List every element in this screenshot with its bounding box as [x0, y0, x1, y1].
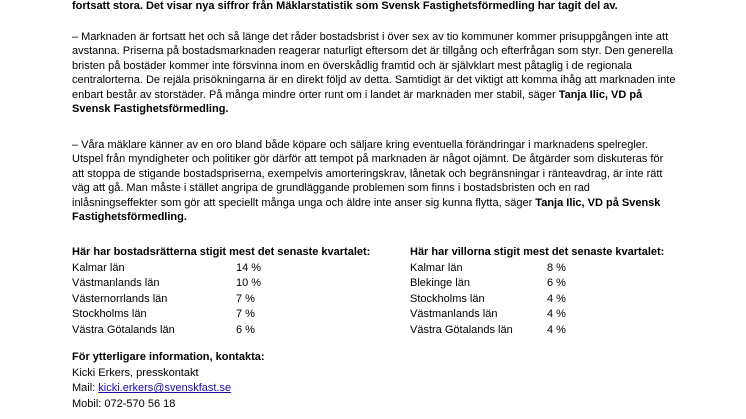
villor-table: [410, 245, 670, 339]
region-name: Västra Götalands län: [410, 323, 513, 336]
villor-heading: Här har villorna stigit mest det senaste kvartalet:: [410, 246, 665, 258]
email-link[interactable]: kicki.erkers@svenskfast.se: [98, 382, 232, 395]
region-name: Kalmar län: [72, 261, 125, 274]
contact-mail-line: [72, 381, 265, 397]
table-row: [410, 261, 670, 277]
region-name: Västmanlands län: [72, 277, 160, 290]
region-value: 14 %: [236, 261, 262, 274]
table-row: [410, 292, 670, 308]
region-name: Västra Götalands län: [72, 323, 175, 336]
table-row: [72, 261, 392, 277]
bostadsratter-heading: Här har bostadsrätterna stigit mest det senaste kvartalet:: [72, 246, 371, 258]
region-name: Kalmar län: [410, 261, 463, 274]
mail-label: Mail:: [72, 382, 99, 395]
contact-name: Kicki Erkers, presskontakt: [72, 366, 199, 379]
table-row: [72, 292, 392, 308]
region-value: 7 %: [236, 308, 255, 321]
region-value: 4 %: [547, 308, 566, 321]
contact-heading: För ytterligare information, kontakta:: [72, 351, 265, 363]
contact-block: [72, 350, 265, 412]
region-value: 4 %: [547, 323, 566, 336]
quote-paragraph-market: [72, 30, 678, 116]
quote-text: – Marknaden är fortsatt het och så länge det råder bostadsbrist i över sex av tio kommuner kommer prisuppgången inte att avstanna. Priserna på bostadsmarknaden reagerar naturligt eftersom det är tillgång och efterfrågan som styr. Den generella bristen på bostäder kommer inte försvinna inom en överskådlig framtid och är självklart mest påtaglig i de regionala centralorterna. De rejäla prisökningarna är en direkt följd av detta. Samtidigt är det viktigt att komma ihåg att marknaden inte enbart består av storstäder. På många mindre orter runt om i landet är marknaden mer stabil, säger: [72, 31, 676, 101]
region-name: Västmanlands län: [410, 308, 498, 321]
region-value: 10 %: [236, 277, 262, 290]
quote-text: – Våra mäklare känner av en oro bland både köpare och säljare kring eventuella förändringar i marknadens spelregler. Utspel från myndigheter och politiker gör därför att tempot på marknaden är något ojämnt. De åtgärder som diskuteras för att stoppa de stigande bostadspriserna, exempelvis amorteringskrav, lånetak och begränsningar i ränteavdrag, är inte rätt väg att gå. Man måste i stället angripa de grundläggande problemen som finns i bostadsbristen och en rad inlåsningseffekter som gör att speciellt många unga och äldre inte anser sig kunna flytta, säger: [72, 139, 664, 209]
region-name: Västernorrlands län: [72, 292, 168, 305]
region-value: 4 %: [547, 292, 566, 305]
quote-paragraph-regulations: [72, 138, 678, 224]
bostadsratter-table: [72, 245, 392, 339]
table-row: [72, 307, 392, 323]
region-name: Blekinge län: [410, 277, 470, 290]
region-value: 6 %: [236, 323, 255, 336]
contact-mobile: Mobil: 072-570 56 18: [72, 397, 176, 410]
table-row: [72, 323, 392, 339]
quote-signature: Tanja Ilic, VD på Svensk Fastighetsförmedling.: [72, 88, 643, 116]
region-name: Stockholms län: [72, 308, 147, 321]
region-value: 7 %: [236, 292, 255, 305]
table-row: [410, 323, 670, 339]
table-row: [72, 276, 392, 292]
quote-signature: Tanja Ilic, VD på Svensk Fastighetsförmedling.: [72, 196, 661, 224]
region-name: Stockholms län: [410, 292, 485, 305]
lead-text: fortsatt stora. Det visar nya siffror från Mäklarstatistik som Svensk Fastighetsförmedling har tagit del av.: [72, 0, 618, 12]
region-value: 6 %: [547, 277, 566, 290]
table-row: [410, 307, 670, 323]
table-row: [410, 276, 670, 292]
region-value: 8 %: [547, 261, 566, 274]
